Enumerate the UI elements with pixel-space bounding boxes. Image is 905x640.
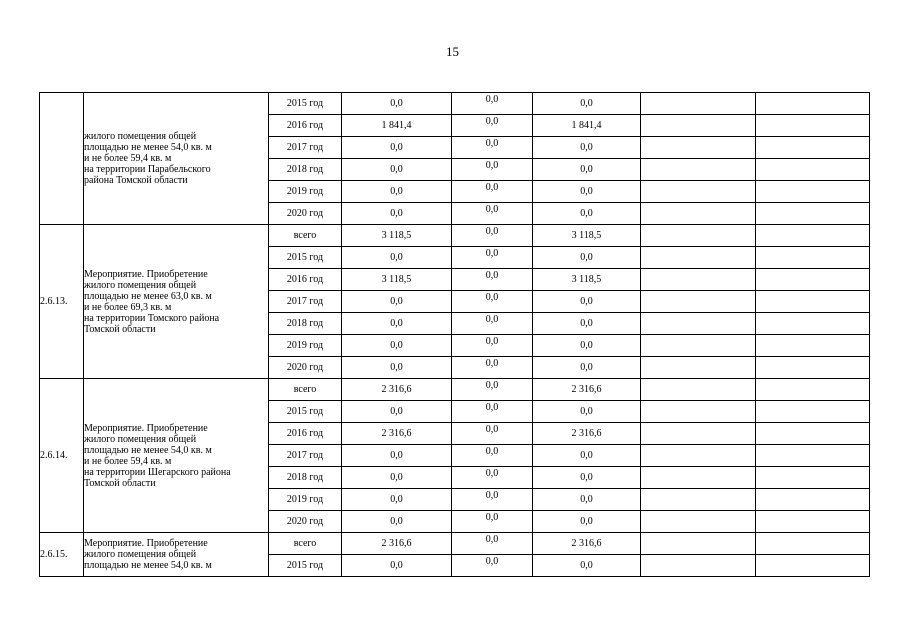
second-value: 0,0: [485, 556, 499, 567]
period-label: 2017 год: [269, 137, 342, 159]
empty-cell: [641, 533, 756, 555]
period-label: 2017 год: [269, 291, 342, 313]
second-value-cell: [452, 115, 533, 137]
period-label: 2015 год: [269, 247, 342, 269]
second-value-cell: [452, 247, 533, 269]
description-line: и не более 69,3 кв. м: [84, 301, 172, 313]
empty-cell: [641, 269, 756, 291]
item-number: 2.6.13.: [40, 225, 84, 379]
empty-cell: [641, 467, 756, 489]
budget-table: [39, 92, 870, 577]
empty-cell: [641, 445, 756, 467]
page-number: 15: [446, 44, 459, 59]
second-value: 0,0: [485, 138, 499, 149]
period-label: 2016 год: [269, 269, 342, 291]
period-label: 2019 год: [269, 489, 342, 511]
second-value: 0,0: [485, 512, 499, 523]
third-value: 0,0: [533, 247, 641, 269]
second-value-cell: [452, 511, 533, 533]
total-value: 3 118,5: [342, 269, 452, 291]
second-value-cell: [452, 225, 533, 247]
empty-cell: [641, 379, 756, 401]
third-value: 0,0: [533, 489, 641, 511]
third-value: 2 316,6: [533, 379, 641, 401]
second-value-cell: [452, 203, 533, 225]
description-line: жилого помещения общей: [84, 549, 197, 560]
empty-cell: [756, 93, 870, 115]
table-body: [40, 93, 870, 577]
empty-cell: [756, 159, 870, 181]
empty-cell: [641, 401, 756, 423]
total-value: 2 316,6: [342, 533, 452, 555]
total-value: 0,0: [342, 511, 452, 533]
empty-cell: [641, 137, 756, 159]
empty-cell: [756, 225, 870, 247]
empty-cell: [756, 269, 870, 291]
third-value: 0,0: [533, 181, 641, 203]
total-value: 0,0: [342, 467, 452, 489]
total-value: 0,0: [342, 445, 452, 467]
third-value: 0,0: [533, 159, 641, 181]
description-line: на территории Шегарского района: [84, 466, 231, 478]
second-value: 0,0: [485, 160, 499, 171]
second-value: 0,0: [485, 314, 499, 325]
table-row: [40, 225, 870, 247]
second-value: 0,0: [485, 490, 499, 501]
item-description: [84, 533, 269, 577]
second-value: 0,0: [485, 226, 499, 237]
second-value: 0,0: [485, 468, 499, 479]
description-line: жилого помещения общей: [84, 279, 197, 291]
second-value-cell: [452, 313, 533, 335]
empty-cell: [756, 247, 870, 269]
period-label: 2018 год: [269, 159, 342, 181]
total-value: 0,0: [342, 555, 452, 577]
empty-cell: [641, 313, 756, 335]
second-value: 0,0: [485, 358, 499, 369]
item-description: [84, 379, 269, 533]
second-value: 0,0: [485, 292, 499, 303]
third-value: 2 316,6: [533, 533, 641, 555]
total-value: 0,0: [342, 159, 452, 181]
empty-cell: [756, 313, 870, 335]
total-value: 2 316,6: [342, 379, 452, 401]
second-value-cell: [452, 159, 533, 181]
second-value-cell: [452, 357, 533, 379]
period-label: 2016 год: [269, 115, 342, 137]
period-label: 2018 год: [269, 467, 342, 489]
description-line: Томской области: [84, 323, 156, 335]
second-value: 0,0: [485, 204, 499, 215]
item-description: [84, 93, 269, 225]
third-value: 0,0: [533, 203, 641, 225]
item-number: 2.6.14.: [40, 379, 84, 533]
period-label: всего: [269, 225, 342, 247]
total-value: 0,0: [342, 335, 452, 357]
second-value: 0,0: [485, 336, 499, 347]
description-line: жилого помещения общей: [84, 433, 197, 445]
second-value-cell: [452, 555, 533, 577]
second-value: 0,0: [485, 424, 499, 435]
second-value: 0,0: [485, 248, 499, 259]
empty-cell: [641, 93, 756, 115]
second-value: 0,0: [485, 116, 499, 127]
third-value: 0,0: [533, 357, 641, 379]
empty-cell: [756, 533, 870, 555]
third-value: 1 841,4: [533, 115, 641, 137]
description-line: Мероприятие. Приобретение: [84, 422, 208, 434]
empty-cell: [641, 511, 756, 533]
third-value: 0,0: [533, 335, 641, 357]
period-label: 2020 год: [269, 357, 342, 379]
empty-cell: [641, 555, 756, 577]
empty-cell: [756, 467, 870, 489]
second-value: 0,0: [485, 380, 499, 391]
description-line: площадью не менее 54,0 кв. м: [84, 560, 212, 571]
period-label: 2019 год: [269, 181, 342, 203]
total-value: 0,0: [342, 401, 452, 423]
total-value: 0,0: [342, 291, 452, 313]
empty-cell: [641, 423, 756, 445]
description-line: площадью не менее 54,0 кв. м: [84, 444, 212, 456]
total-value: 0,0: [342, 137, 452, 159]
empty-cell: [756, 423, 870, 445]
third-value: 3 118,5: [533, 269, 641, 291]
total-value: 0,0: [342, 181, 452, 203]
empty-cell: [756, 357, 870, 379]
empty-cell: [756, 291, 870, 313]
empty-cell: [641, 291, 756, 313]
description-line: Мероприятие. Приобретение: [84, 268, 208, 280]
total-value: 0,0: [342, 357, 452, 379]
third-value: 0,0: [533, 313, 641, 335]
empty-cell: [641, 181, 756, 203]
second-value: 0,0: [485, 182, 499, 193]
item-number: [40, 93, 84, 225]
empty-cell: [756, 489, 870, 511]
description-line: на территории Парабельского: [84, 164, 211, 175]
third-value: 0,0: [533, 555, 641, 577]
table-row: [40, 379, 870, 401]
description-line: площадью не менее 63,0 кв. м: [84, 290, 212, 302]
period-label: 2020 год: [269, 511, 342, 533]
third-value: 0,0: [533, 511, 641, 533]
third-value: 0,0: [533, 467, 641, 489]
period-label: 2017 год: [269, 445, 342, 467]
description-line: площадью не менее 54,0 кв. м: [84, 142, 212, 153]
period-label: 2015 год: [269, 93, 342, 115]
empty-cell: [756, 379, 870, 401]
empty-cell: [641, 489, 756, 511]
third-value: 0,0: [533, 137, 641, 159]
second-value: 0,0: [485, 534, 499, 545]
empty-cell: [641, 225, 756, 247]
period-label: 2016 год: [269, 423, 342, 445]
period-label: всего: [269, 533, 342, 555]
description-line: Томской области: [84, 477, 156, 489]
second-value-cell: [452, 291, 533, 313]
third-value: 0,0: [533, 93, 641, 115]
item-description: [84, 225, 269, 379]
empty-cell: [756, 401, 870, 423]
period-label: 2015 год: [269, 401, 342, 423]
empty-cell: [641, 247, 756, 269]
item-number: 2.6.15.: [40, 533, 84, 577]
description-line: на территории Томского района: [84, 312, 220, 324]
total-value: 3 118,5: [342, 225, 452, 247]
second-value: 0,0: [485, 446, 499, 457]
second-value-cell: [452, 401, 533, 423]
second-value-cell: [452, 181, 533, 203]
empty-cell: [756, 555, 870, 577]
second-value-cell: [452, 423, 533, 445]
description-line: и не более 59,4 кв. м: [84, 153, 172, 164]
second-value: 0,0: [485, 94, 499, 105]
third-value: 2 316,6: [533, 423, 641, 445]
period-label: 2015 год: [269, 555, 342, 577]
empty-cell: [756, 181, 870, 203]
empty-cell: [756, 511, 870, 533]
empty-cell: [641, 159, 756, 181]
second-value: 0,0: [485, 270, 499, 281]
total-value: 0,0: [342, 247, 452, 269]
table-row: [40, 533, 870, 555]
total-value: 0,0: [342, 93, 452, 115]
empty-cell: [756, 137, 870, 159]
empty-cell: [641, 115, 756, 137]
description-line: жилого помещения общей: [84, 131, 197, 142]
total-value: 0,0: [342, 489, 452, 511]
table-row: [40, 93, 870, 115]
empty-cell: [641, 357, 756, 379]
empty-cell: [756, 335, 870, 357]
period-label: всего: [269, 379, 342, 401]
second-value-cell: [452, 467, 533, 489]
second-value-cell: [452, 379, 533, 401]
empty-cell: [756, 115, 870, 137]
empty-cell: [641, 203, 756, 225]
empty-cell: [756, 203, 870, 225]
second-value-cell: [452, 489, 533, 511]
second-value-cell: [452, 533, 533, 555]
second-value-cell: [452, 137, 533, 159]
period-label: 2018 год: [269, 313, 342, 335]
empty-cell: [641, 335, 756, 357]
third-value: 0,0: [533, 445, 641, 467]
period-label: 2020 год: [269, 203, 342, 225]
second-value-cell: [452, 335, 533, 357]
second-value-cell: [452, 445, 533, 467]
total-value: 2 316,6: [342, 423, 452, 445]
third-value: 0,0: [533, 401, 641, 423]
third-value: 3 118,5: [533, 225, 641, 247]
total-value: 0,0: [342, 203, 452, 225]
second-value: 0,0: [485, 402, 499, 413]
total-value: 0,0: [342, 313, 452, 335]
empty-cell: [756, 445, 870, 467]
description-line: района Томской области: [84, 175, 188, 186]
description-line: и не более 59,4 кв. м: [84, 455, 172, 467]
description-line: Мероприятие. Приобретение: [84, 538, 208, 549]
second-value-cell: [452, 93, 533, 115]
second-value-cell: [452, 269, 533, 291]
third-value: 0,0: [533, 291, 641, 313]
total-value: 1 841,4: [342, 115, 452, 137]
period-label: 2019 год: [269, 335, 342, 357]
